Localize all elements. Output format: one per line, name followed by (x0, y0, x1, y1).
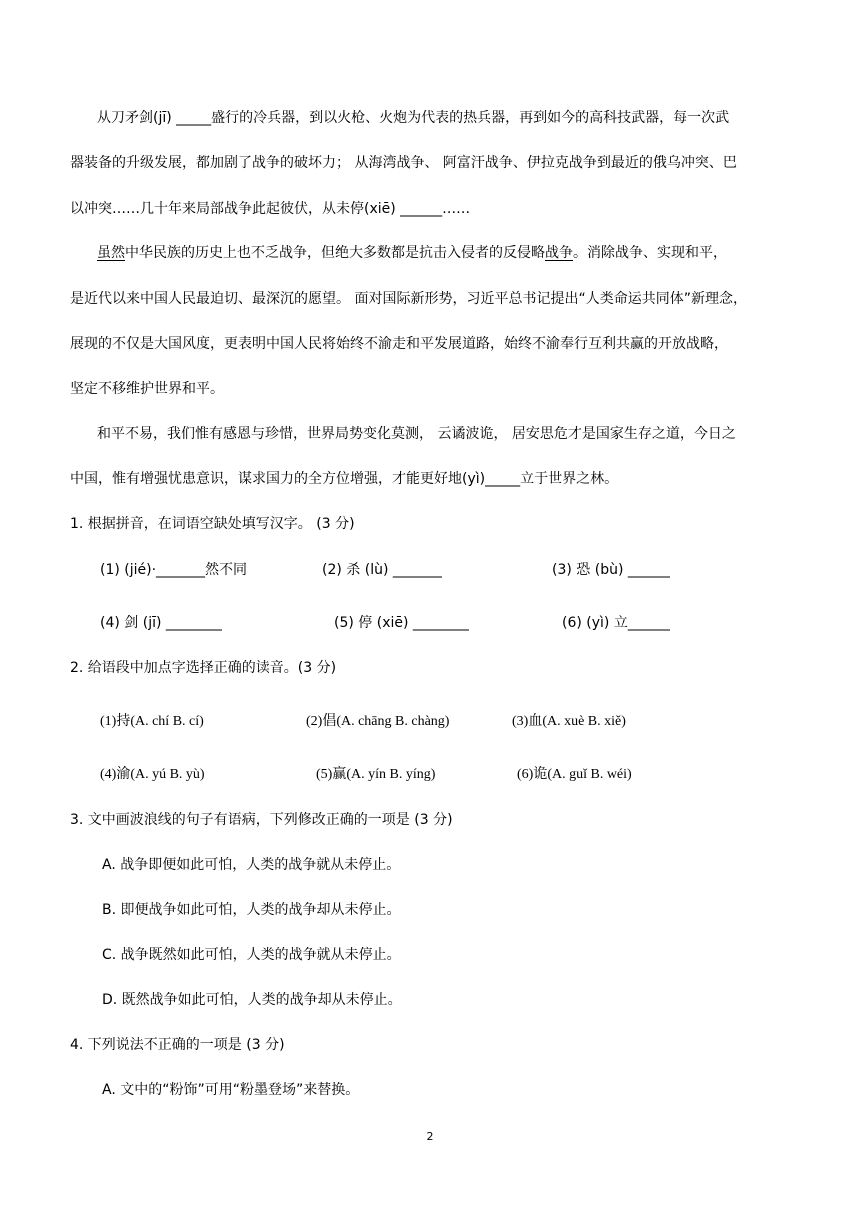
passage-p1-line-1: 从刀矛剑(jī) _____盛行的冷兵器，到以火枪、火炮为代表的热兵器，再到如今的高科技武器，每一次武 (97, 110, 730, 126)
q1-item-6: (6) (yì) 立______ (562, 615, 670, 631)
question-2-title: 2. 给语段中加点字选择正确的读音。(3 分) (70, 660, 337, 676)
q4-option-a: A. 文中的“粉饰”可用“粉墨登场”来替换。 (102, 1082, 360, 1098)
passage-p2-line-1-end: 。消除战争、实现和平， (573, 245, 727, 261)
passage-p1-line-2: 器装备的升级发展，都加剧了战争的破坏力； 从海湾战争、 阿富汗战争、伊拉克战争到最近的俄乌冲突、巴 (70, 155, 737, 171)
q2-item-1: (1)持(A. chí B. cí) (100, 714, 204, 729)
q1-item-1: (1) (jié)·_______然不同 (100, 562, 248, 578)
underlined-word-suiran: 虽然 (97, 245, 125, 261)
passage-p3-line-1: 和平不易，我们惟有感恩与珍惜，世界局势变化莫测， 云谲波诡， 居安思危才是国家生存之道，今日之 (97, 426, 736, 442)
passage-p2-line-3: 展现的不仅是大国风度，更表明中国人民将始终不渝走和平发展道路，始终不渝奉行互利共赢的开放战略， (70, 336, 728, 352)
q3-option-d: D. 既然战争如此可怕，人类的战争却从未停止。 (102, 992, 402, 1008)
question-4-title: 4. 下列说法不正确的一项是 (3 分) (70, 1037, 285, 1053)
passage-p2-line-1 (97, 243, 727, 263)
q3-option-a: A. 战争即便如此可怕，人类的战争就从未停止。 (102, 857, 401, 873)
q3-option-b: B. 即便战争如此可怕，人类的战争却从未停止。 (102, 902, 401, 918)
underlined-word-zhanzheng: 战争 (545, 245, 573, 261)
passage-p2-line-1-mid: 中华民族的历史上也不乏战争，但绝大多数都是抗击入侵者的反侵略 (125, 245, 545, 261)
q3-option-c: C. 战争既然如此可怕，人类的战争就从未停止。 (102, 947, 401, 963)
q2-item-3: (3)血(A. xuè B. xiě) (512, 714, 626, 729)
q2-item-6: (6)诡(A. guǐ B. wéi) (517, 767, 632, 782)
passage-p3-line-2: 中国，惟有增强忧患意识，谋求国力的全方位增强，才能更好地(yì)_____立于世界之林。 (70, 471, 619, 487)
page-number: 2 (426, 1130, 434, 1143)
q1-item-3: (3) 恐 (bù) ______ (552, 562, 670, 578)
q1-item-2: (2) 杀 (lù) _______ (322, 562, 442, 578)
q2-item-5: (5)赢(A. yín B. yíng) (316, 767, 436, 782)
passage-p2-line-2: 是近代以来中国人民最迫切、最深沉的愿望。 面对国际新形势，习近平总书记提出“人类命运共同体”新理念， (70, 291, 747, 307)
q1-item-4: (4) 剑 (jī) ________ (100, 615, 222, 631)
question-3-title: 3. 文中画波浪线的句子有语病，下列修改正确的一项是 (3 分) (70, 812, 453, 828)
passage-p1-line-3: 以冲突……几十年来局部战争此起彼伏，从未停(xiē) ______…… (70, 201, 471, 217)
passage-p2-line-4: 坚定不移维护世界和平。 (70, 381, 224, 397)
q2-item-4: (4)渝(A. yú B. yù) (100, 767, 205, 782)
q1-item-5: (5) 停 (xiē) ________ (334, 615, 469, 631)
q2-item-2: (2)倡(A. chāng B. chàng) (306, 714, 450, 729)
question-1-title: 1. 根据拼音，在词语空缺处填写汉字。 (3 分) (70, 516, 355, 532)
